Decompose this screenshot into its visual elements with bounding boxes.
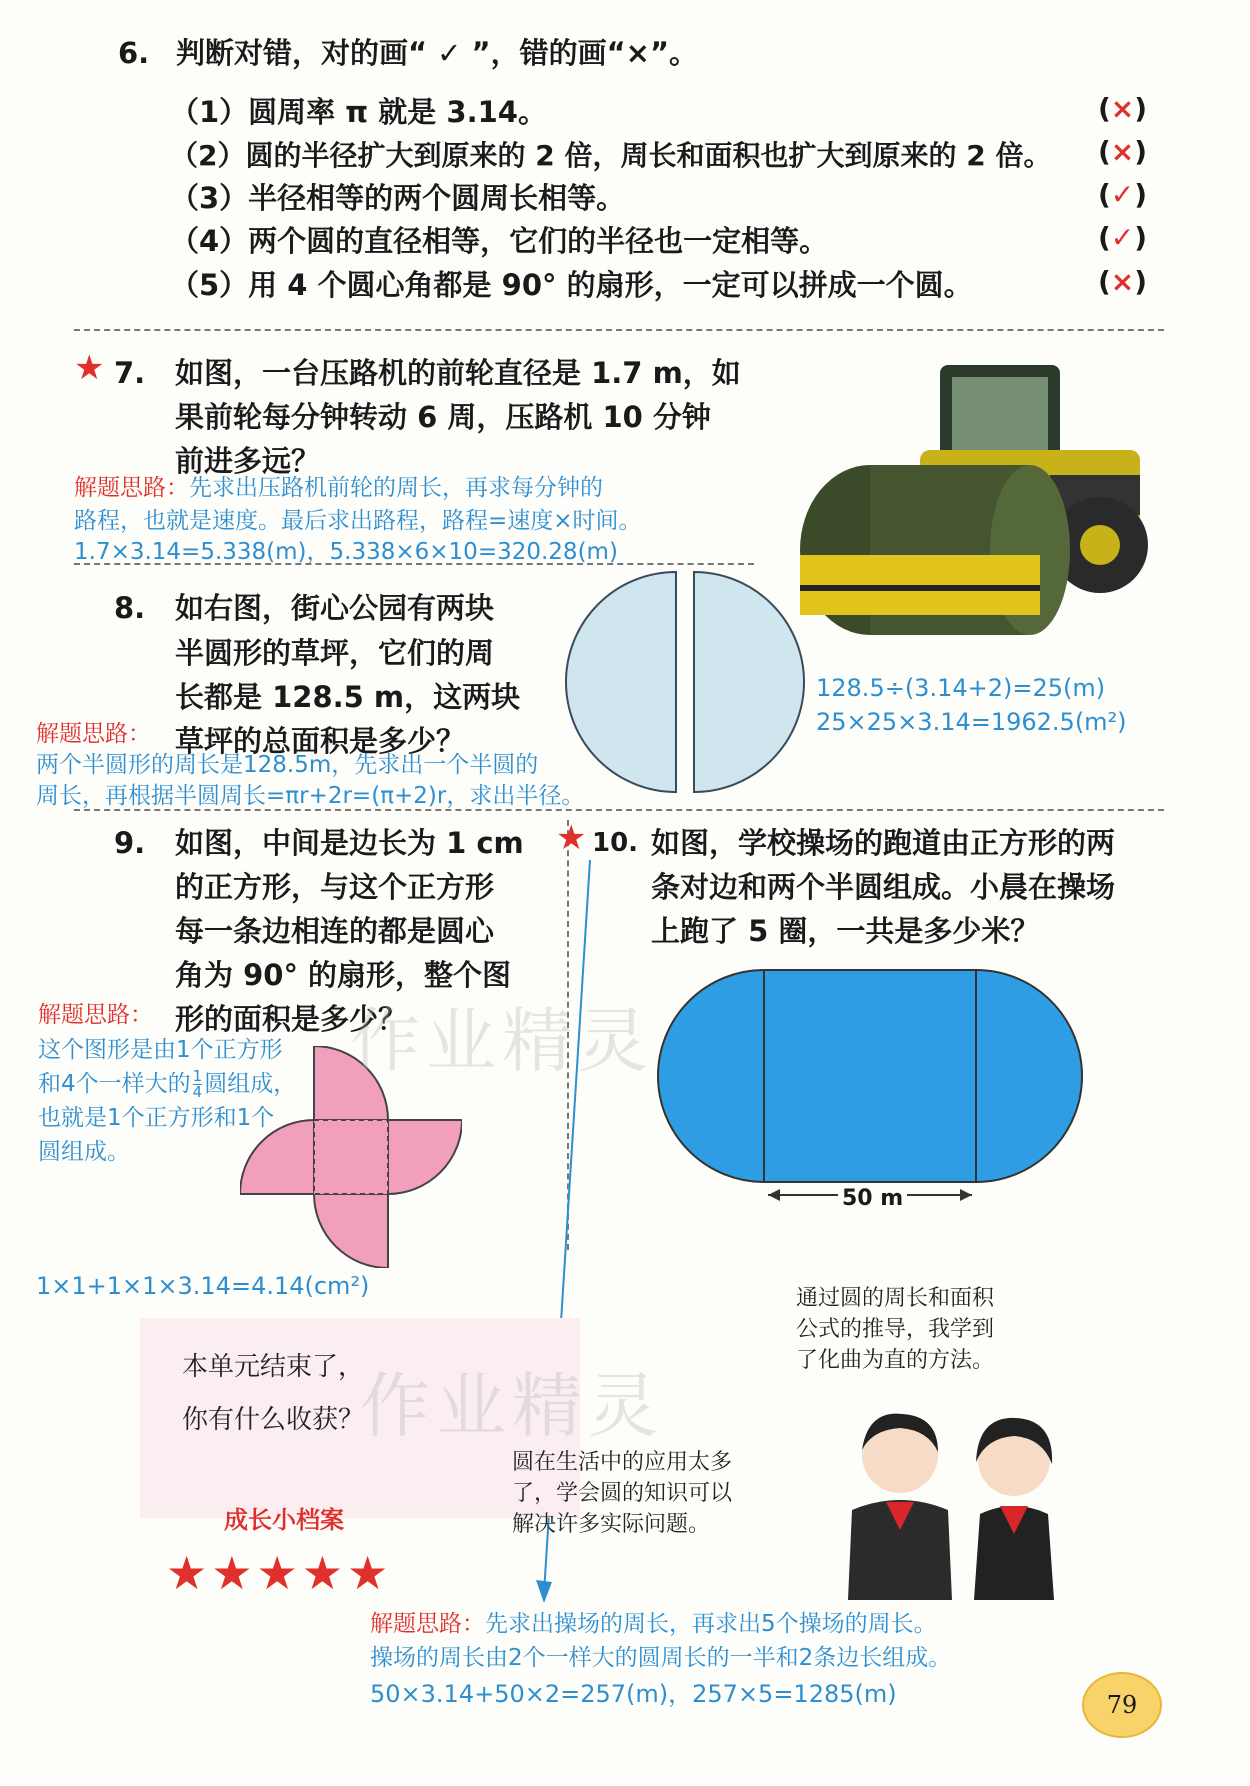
q10-hint: 解题思路：先求出操场的周长，再求出5个操场的周长。 xyxy=(370,1611,937,1637)
q8-calc-2: 25×25×3.14=1962.5(m²) xyxy=(816,708,1127,736)
q10-line-1: 如图，学校操场的跑道由正方形的两 xyxy=(651,826,1116,860)
q7-calc: 1.7×3.14=5.338(m)，5.338×6×10=320.28(m) xyxy=(74,539,618,565)
bubble-2-line-2: 了，学会圆的知识可以 xyxy=(512,1481,733,1506)
q8-line-3: 长都是 128.5 m，这两块 xyxy=(175,680,521,714)
q7-number: 7. xyxy=(114,356,146,390)
q8-hint-line-2: 周长，再根据半圆周长=πr+2r=(π+2)r，求出半径。 xyxy=(36,783,585,809)
q6-answer-4: (✓) xyxy=(1098,221,1148,254)
q9-hint-line-2: 和4个一样大的 $\frac{1}{4}$ 圆组成， xyxy=(38,1067,297,1101)
q9-hint-line-3: 也就是1个正方形和1个 xyxy=(38,1105,275,1131)
q7-star-icon: ★ xyxy=(74,348,105,388)
bubble-1-line-2: 公式的推导，我学到 xyxy=(796,1317,995,1342)
q9-number: 9. xyxy=(114,826,146,860)
bubble-1-line-3: 了化曲为直的方法。 xyxy=(796,1348,995,1373)
q7-hint: 解题思路：先求出压路机前轮的周长，再求每分钟的 xyxy=(74,475,603,501)
rating-stars-icon: ★★★★★ xyxy=(166,1546,393,1600)
q6-answer-2: (×) xyxy=(1098,135,1148,168)
divider-3 xyxy=(74,809,1164,811)
q8-line-2: 半圆形的草坪，它们的周 xyxy=(175,636,495,670)
q10-line-3: 上跑了 5 圈，一共是多少米？ xyxy=(651,914,1040,948)
q7-line-3: 前进多远？ xyxy=(175,444,321,478)
q9-hint-line-1: 这个图形是由1个正方形 xyxy=(38,1037,283,1063)
q9-line-4: 角为 90° 的扇形，整个图 xyxy=(175,958,512,992)
q6-item-5: （5）用 4 个圆心角都是 90° 的扇形，一定可以拼成一个圆。 xyxy=(170,268,973,302)
children-illustration-icon xyxy=(838,1410,1088,1600)
q7-hint-line-2: 路程，也就是速度。最后求出路程，路程=速度×时间。 xyxy=(74,508,642,534)
q9-calc: 1×1+1×1×3.14=4.14(cm²) xyxy=(36,1272,370,1300)
watermark-2: 作业精灵 xyxy=(360,1365,664,1447)
running-track-diagram xyxy=(650,968,1090,1218)
bubble-2-line-3: 解决许多实际问题。 xyxy=(512,1512,711,1537)
q6-item-4: （4）两个圆的直径相等，它们的半径也一定相等。 xyxy=(170,224,829,258)
q8-hint-line-1: 两个半圆形的周长是128.5m，先求出一个半圆的 xyxy=(36,752,539,778)
divider-2 xyxy=(74,563,754,565)
q10-dimension-label: 50 m xyxy=(838,1186,907,1211)
q10-calc: 50×3.14+50×2=257(m)，257×5=1285(m) xyxy=(370,1680,897,1708)
divider-1 xyxy=(74,329,1164,331)
q10-star-icon: ★ xyxy=(556,818,587,858)
semicircle-lawns-diagram xyxy=(560,568,810,796)
summary-prompt-2: 你有什么收获？ xyxy=(182,1405,365,1435)
q10-hint-line-2: 操场的周长由2个一样大的圆周长的一半和2条边长组成。 xyxy=(370,1645,952,1671)
q6-answer-1: (×) xyxy=(1098,92,1148,125)
bubble-1-line-1: 通过圆的周长和面积 xyxy=(796,1286,995,1311)
q6-item-1: （1）圆周率 π 就是 3.14。 xyxy=(170,95,547,129)
growth-archive-title: 成长小档案 xyxy=(224,1506,344,1534)
watermark: 作业精灵 xyxy=(350,1000,654,1082)
q8-calc-1: 128.5÷(3.14+2)=25(m) xyxy=(816,674,1106,702)
bubble-2-line-1: 圆在生活中的应用太多 xyxy=(512,1450,733,1475)
q9-hint-line-4: 圆组成。 xyxy=(38,1139,130,1165)
q9-line-5: 形的面积是多少？ xyxy=(175,1002,408,1036)
q8-line-4: 草坪的总面积是多少？ xyxy=(175,724,466,758)
q6-answer-3: (✓) xyxy=(1098,178,1148,211)
q9-hint-label: 解题思路： xyxy=(38,1002,153,1028)
q6-item-2: （2）圆的半径扩大到原来的 2 倍，周长和面积也扩大到原来的 2 倍。 xyxy=(170,139,1052,172)
summary-prompt-1: 本单元结束了， xyxy=(182,1352,365,1382)
q10-line-2: 条对边和两个半圆组成。小晨在操场 xyxy=(651,870,1116,904)
q6-item-3: （3）半径相等的两个圆周长相等。 xyxy=(170,181,626,215)
q6-number: 6. xyxy=(118,36,150,70)
q7-line-2: 果前轮每分钟转动 6 周，压路机 10 分钟 xyxy=(175,400,711,434)
q8-line-1: 如右图，街心公园有两块 xyxy=(175,591,495,625)
q8-hint-label: 解题思路： xyxy=(36,721,151,747)
road-roller-icon xyxy=(790,355,1170,645)
q10-number: 10. xyxy=(592,828,639,858)
page-number: 79 xyxy=(1082,1672,1162,1738)
q6-title: 判断对错，对的画“ ✓ ”，错的画“×”。 xyxy=(176,36,699,70)
q9-line-1: 如图，中间是边长为 1 cm xyxy=(175,826,524,860)
q9-line-3: 每一条边相连的都是圆心 xyxy=(175,914,495,948)
q8-number: 8. xyxy=(114,591,146,625)
q9-line-2: 的正方形，与这个正方形 xyxy=(175,870,495,904)
q7-line-1: 如图，一台压路机的前轮直径是 1.7 m，如 xyxy=(175,356,741,390)
q6-answer-5: (×) xyxy=(1098,265,1148,298)
